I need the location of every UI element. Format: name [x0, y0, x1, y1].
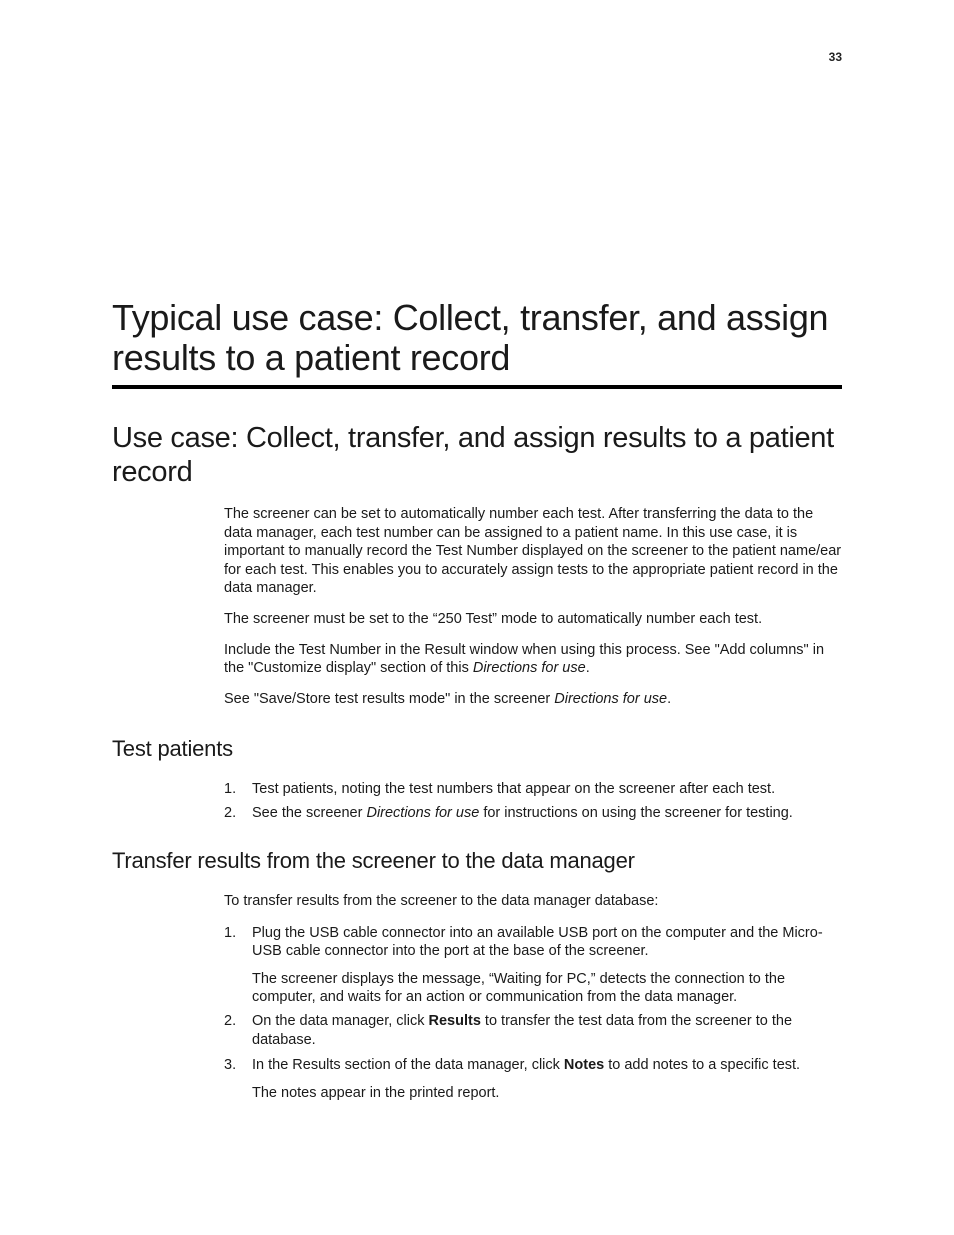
- list-item: [224, 804, 844, 823]
- step-number: 1.: [224, 924, 237, 941]
- intro-paragraph-2: The screener must be set to the “250 Test” mode to automatically number each test.: [224, 610, 763, 627]
- intro-paragraph-3: [224, 641, 844, 678]
- step-note: The notes appear in the printed report.: [252, 1084, 500, 1101]
- step-text-start: See the screener: [252, 804, 367, 821]
- intro-block: [224, 505, 844, 708]
- test-patients-steps: [224, 780, 844, 822]
- page-number: 33: [828, 50, 842, 64]
- step-text: [252, 1057, 800, 1073]
- directions-for-use-title: Directions for use: [472, 660, 586, 677]
- step-text-end: to transfer the test data from the screener to the database.: [252, 1012, 793, 1048]
- step-text-end: to add notes to a specific test.: [604, 1057, 801, 1074]
- list-item: [224, 1012, 844, 1049]
- step-text: Plug the USB cable connector into an available USB port on the computer and the Micro-USB cable connector into the port at the base of the screener.: [252, 924, 823, 960]
- step-number: 3.: [224, 1057, 237, 1074]
- transfer-heading: Transfer results from the screener to the data manager: [112, 848, 635, 873]
- intro-paragraph-3-text: Include the Test Number in the Result window when using this process. See "Add columns" in the "Customize display" section of this: [224, 641, 825, 677]
- directions-for-use-title: Directions for use: [366, 804, 480, 821]
- step-number: 2.: [224, 804, 237, 821]
- list-item: [224, 1056, 844, 1102]
- step-text-start: In the Results section of the data manager, click: [252, 1057, 564, 1074]
- notes-button-label: Notes: [563, 1057, 605, 1074]
- intro-paragraph-3-end: .: [585, 660, 590, 677]
- results-button-label: Results: [428, 1012, 481, 1029]
- test-patients-heading: Test patients: [112, 736, 233, 761]
- intro-paragraph-1: The screener can be set to automatically number each test. After transferring the data to the data manager, each test number can be assigned to a patient name. In this use case, it is important to manually record the Test Number displayed on the screener to the patient name/ear for each test. This enables you to accurately assign tests to the appropriate patient record in the data manager.: [224, 506, 842, 597]
- step-text: [252, 1013, 792, 1048]
- section-title: Use case: Collect, transfer, and assign results to a patient record: [112, 422, 834, 488]
- chapter-rule: [112, 385, 842, 389]
- step-text-start: On the data manager, click: [252, 1012, 429, 1029]
- list-item: [224, 924, 844, 1007]
- transfer-intro: To transfer results from the screener to the data manager database:: [224, 893, 659, 909]
- test-patients-list: [224, 780, 844, 822]
- intro-paragraph-4-text: See "Save/Store test results mode" in the screener: [224, 690, 555, 707]
- step-text: Test patients, noting the test numbers that appear on the screener after each test.: [252, 781, 776, 797]
- step-number: 2.: [224, 1012, 237, 1029]
- list-item: [224, 780, 844, 799]
- chapter-title: Typical use case: Collect, transfer, and assign results to a patient record: [112, 297, 829, 378]
- transfer-list: [224, 924, 844, 1103]
- step-text: [252, 805, 793, 821]
- transfer-block: [224, 892, 844, 1102]
- step-note: The screener displays the message, “Waiting for PC,” detects the connection to the computer, and waits for an action or communication from the data manager.: [252, 970, 786, 1006]
- intro-paragraph-4: [224, 690, 844, 709]
- step-number: 1.: [224, 781, 237, 797]
- step-text-end: for instructions on using the screener for testing.: [479, 804, 793, 821]
- directions-for-use-title: Directions for use: [554, 690, 668, 707]
- intro-paragraph-4-end: .: [667, 690, 672, 707]
